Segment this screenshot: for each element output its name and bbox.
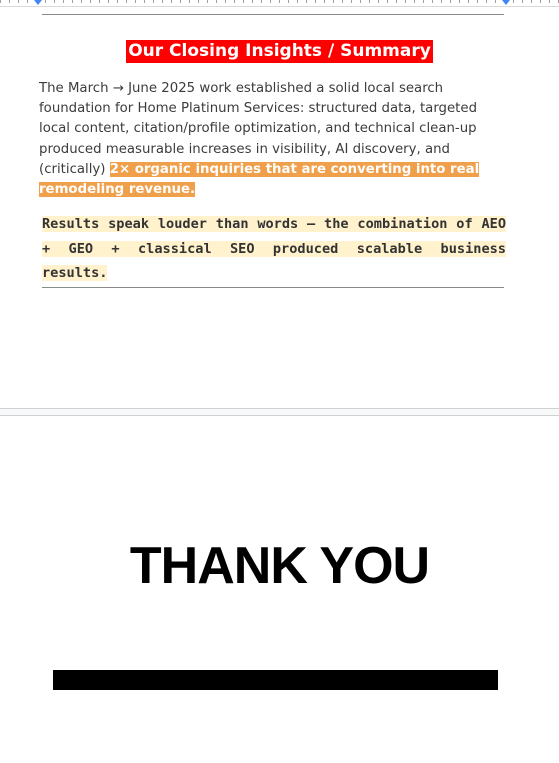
bottom-divider xyxy=(42,287,504,288)
page-break xyxy=(0,408,559,416)
top-divider xyxy=(42,14,504,15)
section-heading[interactable]: Our Closing Insights / Summary xyxy=(128,41,431,61)
thank-you-title[interactable]: THANK YOU xyxy=(129,537,430,595)
results-quote-text: Results speak louder than words – the combination of AEO + GEO + classical SEO produced scalable business results. xyxy=(42,216,506,281)
summary-paragraph[interactable] xyxy=(39,79,509,200)
summary-text: The March → June 2025 work established a solid local search foundation for Home Platinum Services: structured data, targeted local content, citation/profile optimization, and technical clean-up produced measurable increases in visibility, AI discovery, and (critically) xyxy=(39,81,478,177)
heading-container xyxy=(0,40,559,63)
left-indent-marker-icon[interactable] xyxy=(34,0,42,5)
summary-highlight: 2× organic inquiries that are converting into real remodeling revenue. xyxy=(39,161,480,198)
right-indent-marker-icon[interactable] xyxy=(502,0,510,5)
results-quote[interactable] xyxy=(42,212,506,286)
black-bar-decoration xyxy=(53,670,498,690)
document-page-2 xyxy=(0,416,559,763)
ruler-ticks xyxy=(0,0,559,6)
horizontal-ruler[interactable] xyxy=(0,0,559,7)
